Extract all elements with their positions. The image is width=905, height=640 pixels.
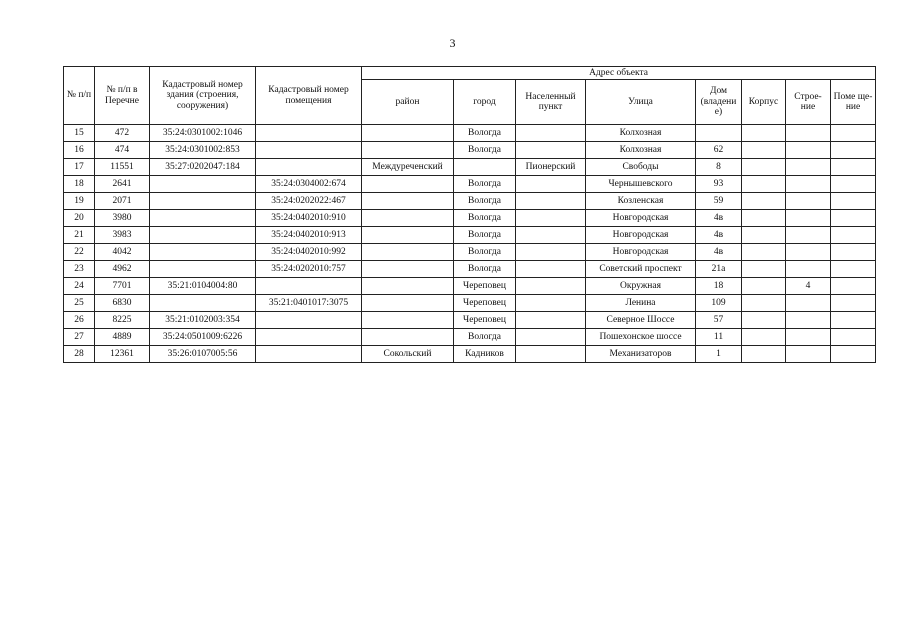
cell-room-cadastral	[256, 312, 362, 329]
header-list-num: № п/п в Перечне	[95, 67, 150, 125]
cell-building-cadastral: 35:26:0107005:56	[150, 346, 256, 363]
cell-city: Череповец	[454, 278, 516, 295]
cell-district	[362, 329, 454, 346]
cell-stroenie	[786, 346, 831, 363]
cell-settlement	[516, 227, 586, 244]
cell-korpus	[742, 210, 786, 227]
cell-street: Колхозная	[586, 125, 696, 142]
cell-korpus	[742, 193, 786, 210]
cell-settlement	[516, 142, 586, 159]
page-number: 3	[449, 36, 456, 50]
table-row	[64, 295, 876, 312]
cell-district	[362, 312, 454, 329]
cell-street: Механизаторов	[586, 346, 696, 363]
cell-district: Сокольский	[362, 346, 454, 363]
cell-num: 22	[64, 244, 95, 261]
cell-room-cadastral: 35:24:0402010:913	[256, 227, 362, 244]
cell-room-cadastral	[256, 125, 362, 142]
cell-house: 62	[696, 142, 742, 159]
cell-stroenie	[786, 193, 831, 210]
cell-korpus	[742, 346, 786, 363]
cell-list-num: 474	[95, 142, 150, 159]
cell-building-cadastral: 35:27:0202047:184	[150, 159, 256, 176]
cell-num: 20	[64, 210, 95, 227]
cell-list-num: 8225	[95, 312, 150, 329]
cell-district	[362, 142, 454, 159]
cell-num: 26	[64, 312, 95, 329]
cell-city: Вологда	[454, 176, 516, 193]
cell-house: 109	[696, 295, 742, 312]
cell-street: Ленина	[586, 295, 696, 312]
cell-room-cadastral: 35:24:0202010:757	[256, 261, 362, 278]
cell-house: 4в	[696, 244, 742, 261]
cell-building-cadastral	[150, 210, 256, 227]
cell-pomeshchenie	[831, 278, 876, 295]
table-row	[64, 227, 876, 244]
header-stroenie: Строе- ние	[786, 80, 831, 125]
cell-room-cadastral: 35:24:0202022:467	[256, 193, 362, 210]
cell-street: Пошехонское шоссе	[586, 329, 696, 346]
cell-settlement	[516, 125, 586, 142]
cell-list-num: 4042	[95, 244, 150, 261]
header-street: Улица	[586, 80, 696, 125]
cell-num: 25	[64, 295, 95, 312]
header-settlement: Населенный пункт	[516, 80, 586, 125]
table-row	[64, 261, 876, 278]
cell-house: 4в	[696, 210, 742, 227]
cell-pomeshchenie	[831, 125, 876, 142]
cell-korpus	[742, 125, 786, 142]
header-address-group: Адрес объекта	[362, 67, 876, 80]
cell-stroenie	[786, 329, 831, 346]
cell-room-cadastral	[256, 346, 362, 363]
cell-city: Вологда	[454, 227, 516, 244]
cell-list-num: 3983	[95, 227, 150, 244]
cell-settlement	[516, 176, 586, 193]
cell-street: Колхозная	[586, 142, 696, 159]
cell-korpus	[742, 261, 786, 278]
header-num: № п/п	[64, 67, 95, 125]
cell-house: 8	[696, 159, 742, 176]
cell-city: Кадников	[454, 346, 516, 363]
cell-num: 28	[64, 346, 95, 363]
cell-stroenie	[786, 295, 831, 312]
cell-street: Новгородская	[586, 244, 696, 261]
header-room-cadastral: Кадастровый номер помещения	[256, 67, 362, 125]
cell-street: Советский проспект	[586, 261, 696, 278]
cell-room-cadastral	[256, 159, 362, 176]
table-row	[64, 142, 876, 159]
cell-building-cadastral	[150, 244, 256, 261]
cell-pomeshchenie	[831, 193, 876, 210]
cell-room-cadastral	[256, 142, 362, 159]
cell-building-cadastral	[150, 261, 256, 278]
cell-city: Вологда	[454, 125, 516, 142]
table-row	[64, 329, 876, 346]
cell-house: 57	[696, 312, 742, 329]
table-row	[64, 312, 876, 329]
cell-pomeshchenie	[831, 227, 876, 244]
cell-stroenie	[786, 210, 831, 227]
header-building-cadastral: Кадастровый номер здания (строения, сооружения)	[150, 67, 256, 125]
cell-settlement	[516, 295, 586, 312]
cell-room-cadastral: 35:24:0402010:992	[256, 244, 362, 261]
cell-building-cadastral	[150, 295, 256, 312]
table-row	[64, 346, 876, 363]
cell-street: Новгородская	[586, 227, 696, 244]
cell-num: 17	[64, 159, 95, 176]
cell-city: Вологда	[454, 329, 516, 346]
cell-street: Чернышевского	[586, 176, 696, 193]
cell-pomeshchenie	[831, 210, 876, 227]
header-korpus: Корпус	[742, 80, 786, 125]
cell-settlement	[516, 210, 586, 227]
cell-settlement	[516, 312, 586, 329]
cell-building-cadastral	[150, 227, 256, 244]
cell-house: 93	[696, 176, 742, 193]
cell-settlement	[516, 261, 586, 278]
table-row	[64, 125, 876, 142]
cell-stroenie	[786, 159, 831, 176]
cell-pomeshchenie	[831, 176, 876, 193]
cell-city: Вологда	[454, 210, 516, 227]
cell-korpus	[742, 329, 786, 346]
cell-pomeshchenie	[831, 159, 876, 176]
cell-stroenie	[786, 244, 831, 261]
cell-korpus	[742, 176, 786, 193]
cell-street: Новгородская	[586, 210, 696, 227]
cell-district	[362, 261, 454, 278]
cell-house: 11	[696, 329, 742, 346]
cell-house: 1	[696, 346, 742, 363]
cell-stroenie	[786, 176, 831, 193]
header-pomeshchenie: Поме ще- ние	[831, 80, 876, 125]
cell-room-cadastral: 35:24:0304002:674	[256, 176, 362, 193]
cell-city: Вологда	[454, 142, 516, 159]
cell-num: 15	[64, 125, 95, 142]
table-row	[64, 193, 876, 210]
cell-district	[362, 125, 454, 142]
cell-city: Вологда	[454, 261, 516, 278]
cell-street: Свободы	[586, 159, 696, 176]
cell-stroenie: 4	[786, 278, 831, 295]
cell-stroenie	[786, 227, 831, 244]
cell-city	[454, 159, 516, 176]
header-city: город	[454, 80, 516, 125]
table-row	[64, 210, 876, 227]
cell-pomeshchenie	[831, 244, 876, 261]
cell-korpus	[742, 227, 786, 244]
cell-building-cadastral: 35:24:0301002:853	[150, 142, 256, 159]
cell-building-cadastral: 35:24:0301002:1046	[150, 125, 256, 142]
cell-num: 27	[64, 329, 95, 346]
cell-pomeshchenie	[831, 295, 876, 312]
cell-district	[362, 244, 454, 261]
table-row	[64, 176, 876, 193]
cell-district: Междуреченский	[362, 159, 454, 176]
header-house: Дом (владени е)	[696, 80, 742, 125]
table-row	[64, 159, 876, 176]
object-registry-table	[63, 66, 876, 363]
cell-list-num: 7701	[95, 278, 150, 295]
table-body	[64, 125, 876, 363]
cell-building-cadastral: 35:21:0104004:80	[150, 278, 256, 295]
cell-list-num: 472	[95, 125, 150, 142]
cell-korpus	[742, 159, 786, 176]
cell-list-num: 12361	[95, 346, 150, 363]
table-row	[64, 278, 876, 295]
cell-list-num: 3980	[95, 210, 150, 227]
cell-list-num: 4962	[95, 261, 150, 278]
cell-num: 19	[64, 193, 95, 210]
cell-city: Вологда	[454, 244, 516, 261]
cell-city: Череповец	[454, 295, 516, 312]
cell-num: 23	[64, 261, 95, 278]
cell-district	[362, 193, 454, 210]
cell-building-cadastral: 35:21:0102003:354	[150, 312, 256, 329]
cell-city: Череповец	[454, 312, 516, 329]
cell-house: 18	[696, 278, 742, 295]
cell-num: 24	[64, 278, 95, 295]
cell-list-num: 6830	[95, 295, 150, 312]
cell-room-cadastral: 35:24:0402010:910	[256, 210, 362, 227]
cell-list-num: 2641	[95, 176, 150, 193]
table-row	[64, 244, 876, 261]
cell-pomeshchenie	[831, 261, 876, 278]
cell-korpus	[742, 244, 786, 261]
cell-house: 4в	[696, 227, 742, 244]
cell-city: Вологда	[454, 193, 516, 210]
cell-korpus	[742, 142, 786, 159]
cell-building-cadastral	[150, 176, 256, 193]
cell-settlement: Пионерский	[516, 159, 586, 176]
cell-pomeshchenie	[831, 329, 876, 346]
cell-street: Северное Шоссе	[586, 312, 696, 329]
cell-pomeshchenie	[831, 142, 876, 159]
cell-stroenie	[786, 142, 831, 159]
cell-room-cadastral	[256, 278, 362, 295]
cell-house	[696, 125, 742, 142]
cell-house: 21а	[696, 261, 742, 278]
cell-num: 21	[64, 227, 95, 244]
cell-house: 59	[696, 193, 742, 210]
cell-settlement	[516, 346, 586, 363]
cell-korpus	[742, 312, 786, 329]
cell-room-cadastral	[256, 329, 362, 346]
cell-list-num: 11551	[95, 159, 150, 176]
cell-korpus	[742, 278, 786, 295]
cell-building-cadastral	[150, 193, 256, 210]
cell-settlement	[516, 244, 586, 261]
cell-district	[362, 176, 454, 193]
cell-street: Козленская	[586, 193, 696, 210]
cell-pomeshchenie	[831, 346, 876, 363]
cell-num: 16	[64, 142, 95, 159]
cell-stroenie	[786, 125, 831, 142]
cell-settlement	[516, 278, 586, 295]
cell-list-num: 4889	[95, 329, 150, 346]
cell-stroenie	[786, 312, 831, 329]
cell-list-num: 2071	[95, 193, 150, 210]
header-district: район	[362, 80, 454, 125]
cell-stroenie	[786, 261, 831, 278]
cell-district	[362, 210, 454, 227]
cell-korpus	[742, 295, 786, 312]
cell-street: Окружная	[586, 278, 696, 295]
cell-num: 18	[64, 176, 95, 193]
cell-settlement	[516, 329, 586, 346]
cell-building-cadastral: 35:24:0501009:6226	[150, 329, 256, 346]
cell-pomeshchenie	[831, 312, 876, 329]
cell-district	[362, 278, 454, 295]
cell-settlement	[516, 193, 586, 210]
cell-district	[362, 295, 454, 312]
cell-room-cadastral: 35:21:0401017:3075	[256, 295, 362, 312]
cell-district	[362, 227, 454, 244]
table-header	[64, 67, 876, 125]
